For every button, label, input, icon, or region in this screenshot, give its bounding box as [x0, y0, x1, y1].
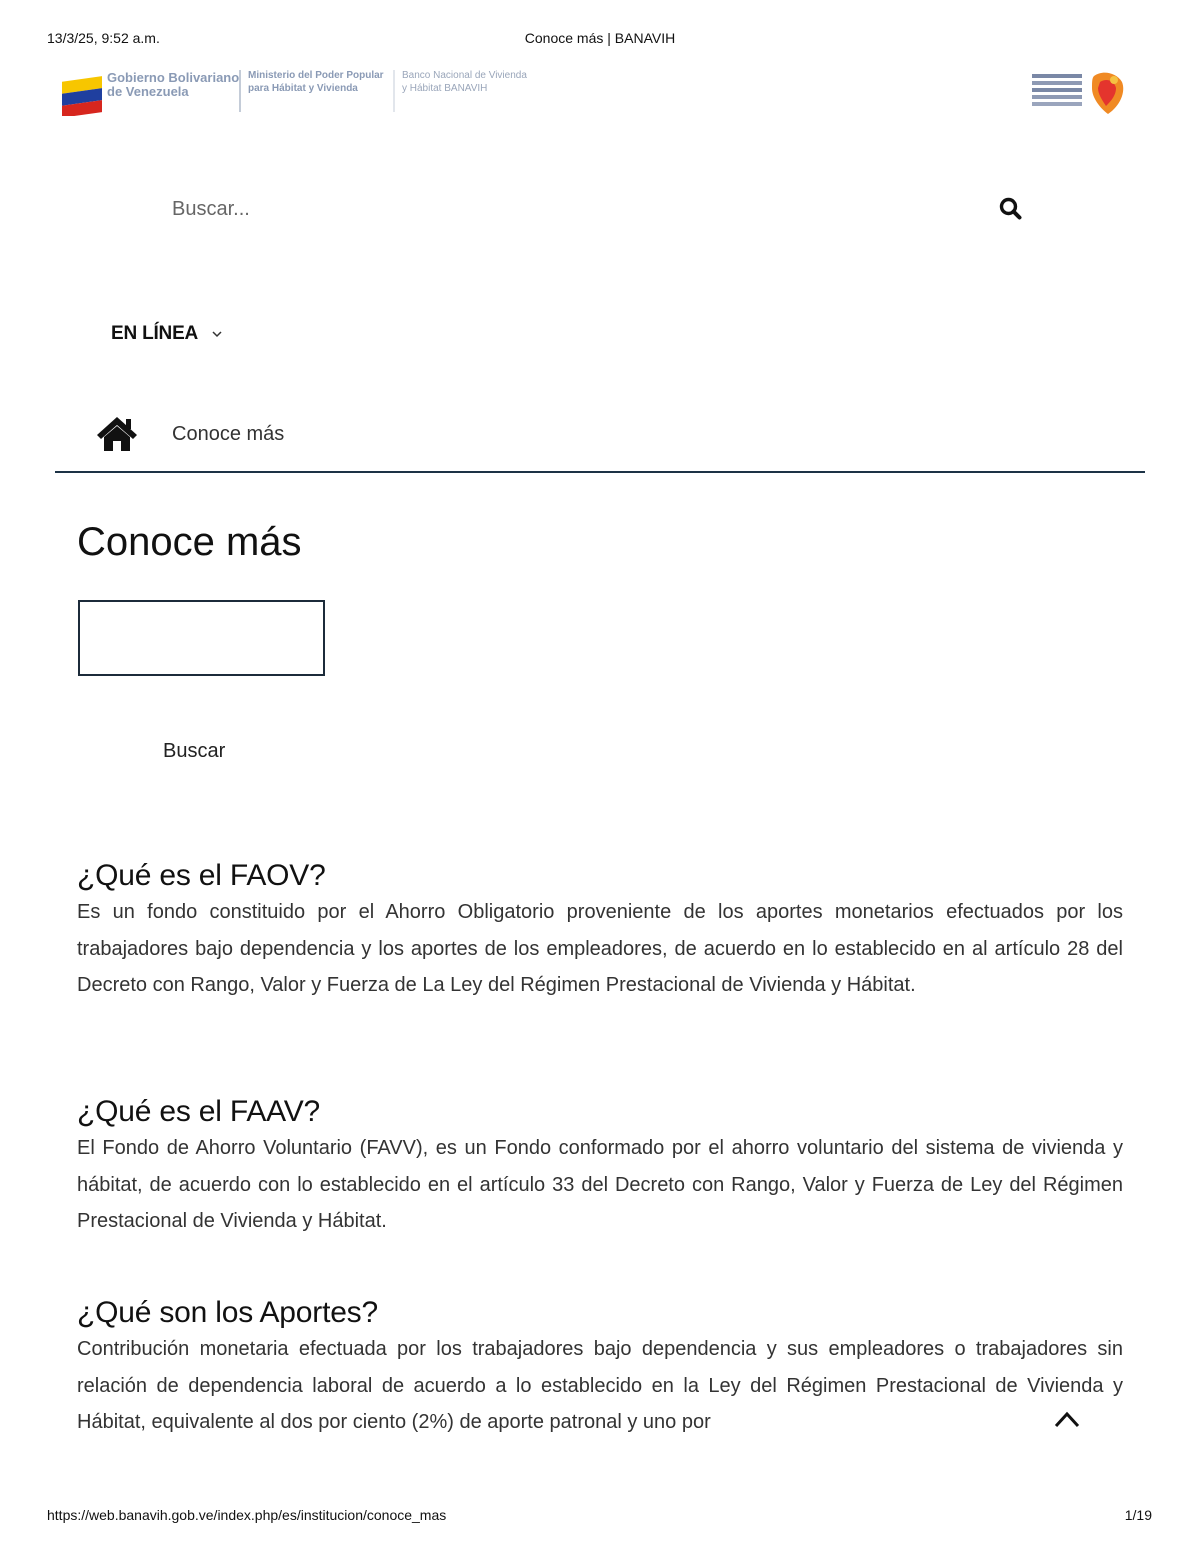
- search-button[interactable]: Buscar: [163, 740, 226, 762]
- search-icon[interactable]: [998, 196, 1024, 222]
- home-icon[interactable]: [96, 415, 138, 453]
- banner-logo-icon: [1032, 74, 1082, 106]
- content-search-input[interactable]: [78, 600, 325, 676]
- nav-en-linea-label: EN LÍNEA: [111, 323, 199, 344]
- nav-en-linea-dropdown[interactable]: [111, 320, 224, 348]
- faq-section-aportes: [77, 1295, 1123, 1445]
- section-heading: ¿Qué es el FAAV?: [77, 1095, 321, 1128]
- chevron-down-icon: [210, 327, 224, 341]
- print-header: [0, 30, 1200, 50]
- faq-section-faov: [77, 858, 1123, 1004]
- breadcrumb: [96, 414, 284, 454]
- breadcrumb-current: Conoce más: [172, 422, 285, 445]
- institutional-logos[interactable]: [1030, 68, 1126, 118]
- faq-section-faav: [77, 1094, 1123, 1240]
- ministry-line-1: Ministerio del Poder Popular: [248, 70, 384, 81]
- search-input[interactable]: [172, 192, 952, 226]
- gov-line-2: de Venezuela: [107, 84, 189, 99]
- print-page-number: 1/19: [1124, 1507, 1152, 1523]
- section-heading: ¿Qué son los Aportes?: [77, 1296, 378, 1329]
- print-page-title: Conoce más | BANAVIH: [524, 30, 676, 46]
- scroll-to-top-icon[interactable]: [1052, 1408, 1082, 1430]
- page-title: Conoce más: [77, 520, 302, 564]
- section-body: El Fondo de Ahorro Voluntario (FAVV), es un Fondo conformado por el ahorro voluntario del sistema de vivienda y hábitat, de acuerdo con lo establecido en el artículo 33 del Decreto con Rango, Valor y Fuerza de Ley del Régimen Prestacional de Vivienda y Hábitat.: [77, 1137, 1123, 1232]
- gov-line-1: Gobierno Bolivariano: [107, 70, 240, 85]
- section-body: Es un fondo constituido por el Ahorro Obligatorio proveniente de los aportes monetarios efectuados por los trabajadores bajo dependencia y los aportes de los empleadores, de acuerdo en lo establecido en al artículo 28 del Decreto con Rango, Valor y Fuerza de La Ley del Régimen Prestacional de Vivienda y Hábitat.: [77, 901, 1123, 996]
- government-logo[interactable]: [60, 64, 540, 116]
- venezuela-flag-icon: [60, 64, 540, 116]
- site-search: [172, 192, 1032, 226]
- emblem-logo-icon: [1092, 73, 1123, 114]
- ministry-line-2: para Hábitat y Vivienda: [248, 83, 358, 94]
- section-body: Contribución monetaria efectuada por los trabajadores bajo dependencia y sus empleadores o trabajadores sin relación de dependencia laboral de acuerdo a lo establecido en la Ley del Régimen Prestacional de Vivienda y Hábitat, equivalente al dos por ciento (2%) de aporte patronal y uno por: [77, 1338, 1123, 1433]
- print-url: https://web.banavih.gob.ve/index.php/es/institucion/conoce_mas: [47, 1507, 447, 1523]
- bank-line-1: Banco Nacional de Vivienda: [402, 70, 527, 81]
- print-footer: [0, 1507, 1200, 1527]
- bank-line-2: y Hábitat BANAVIH: [402, 83, 488, 94]
- section-heading: ¿Qué es el FAOV?: [77, 859, 326, 892]
- print-date: 13/3/25, 9:52 a.m.: [47, 30, 160, 46]
- header-divider: [55, 471, 1145, 473]
